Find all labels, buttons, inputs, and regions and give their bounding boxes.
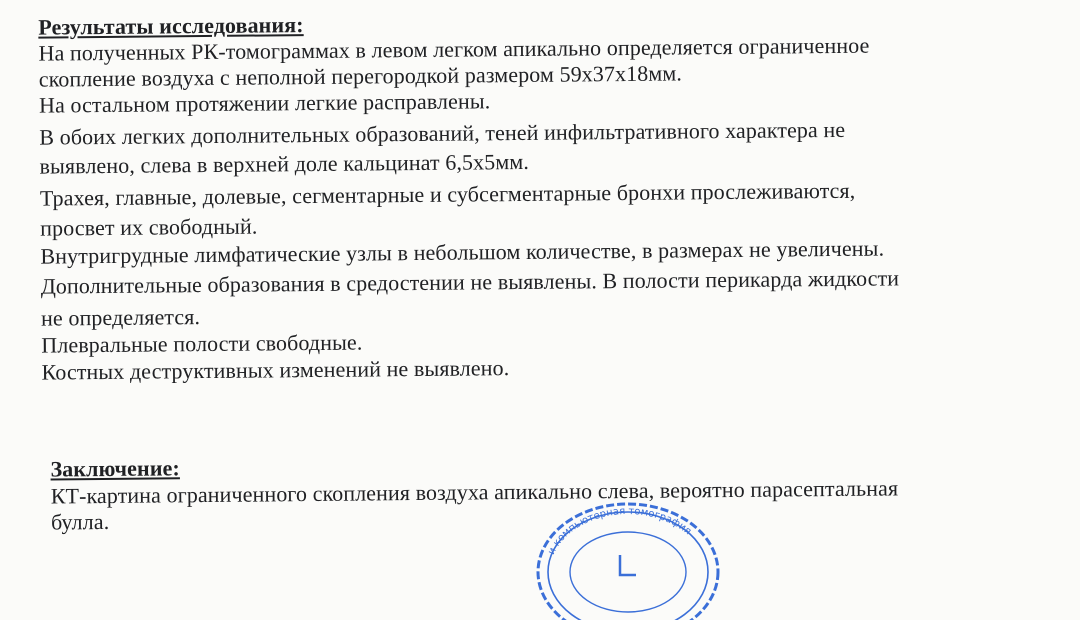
round-stamp-icon: [528, 500, 728, 620]
results-line: В обоих легких дополнительных образований, теней инфильтративного характера не: [39, 116, 846, 150]
conclusion-heading: Заключение:: [50, 455, 180, 482]
results-line: просвет их свободный.: [40, 213, 258, 241]
stamp-text: и компьютерная томография: [546, 505, 694, 557]
results-line: На остальном протяжении легкие расправлены.: [38, 88, 491, 118]
results-line: Дополнительные образования в средостении не выявлены. В полости перикарда жидкости: [40, 265, 900, 299]
conclusion-line: КТ-картина ограниченного скопления воздуха апикально слева, вероятно парасептальная: [50, 475, 899, 509]
results-line: Внутригрудные лимфатические узлы в небольшом количестве, в размерах не увеличены.: [40, 235, 885, 269]
results-line: скопление воздуха с неполной перегородкой размером 59х37х18мм.: [38, 60, 683, 92]
results-line: Трахея, главные, долевые, сегментарные и субсегментарные бронхи прослеживаются,: [39, 177, 856, 211]
results-line: На полученных РК-томограммах в левом легком апикально определяется ограниченное: [38, 32, 870, 66]
results-heading: Результаты исследования:: [38, 12, 304, 40]
results-line: не определяется.: [40, 304, 201, 331]
results-line: Плевральные полости свободные.: [41, 329, 363, 358]
results-line: выявлено, слева в верхней доле кальцинат 6,5х5мм.: [39, 148, 530, 179]
results-line: Костных деструктивных изменений не выявлено.: [41, 355, 510, 385]
conclusion-line: булла.: [50, 508, 110, 535]
